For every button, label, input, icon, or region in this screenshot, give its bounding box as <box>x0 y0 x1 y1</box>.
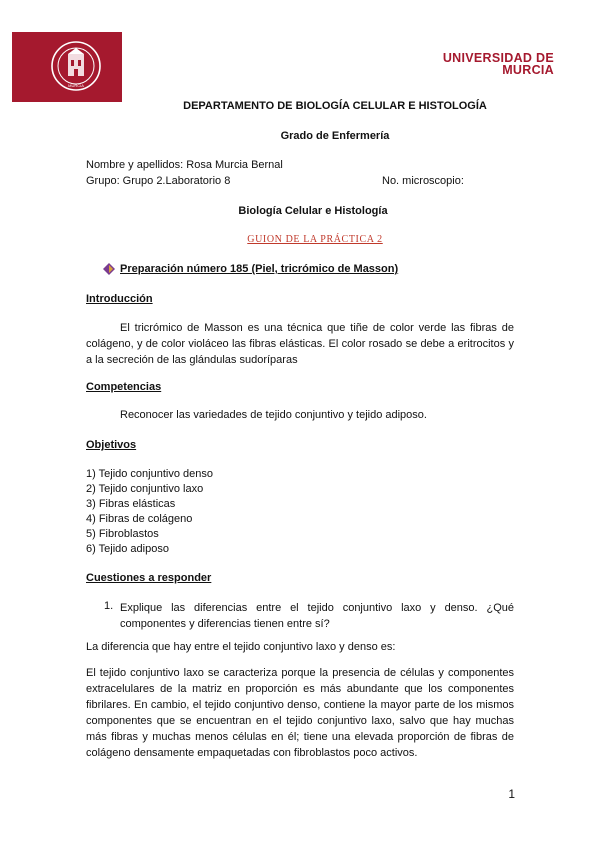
list-item: 6) Tejido adiposo <box>86 543 169 555</box>
question-1 <box>120 600 514 632</box>
list-item: 1) Tejido conjuntivo denso <box>86 468 213 480</box>
university-name <box>443 52 554 76</box>
answer-paragraph <box>86 665 514 761</box>
list-item: 5) Fibroblastos <box>86 528 159 540</box>
degree-title: Grado de Enfermería <box>280 130 390 142</box>
answer-intro: La diferencia que hay entre el tejido conjuntivo laxo y denso es: <box>86 641 396 653</box>
question-number: 1. <box>104 600 114 612</box>
student-name: Nombre y apellidos: Rosa Murcia Bernal <box>86 159 283 171</box>
microscope-label: No. microscopio: <box>382 175 464 187</box>
svg-text:MURCIA: MURCIA <box>68 83 84 88</box>
answer-text: El tejido conjuntivo laxo se caracteriza porque la presencia de células y componentes extracelulares de la matriz en proporción es más abundante que los componentes fibrilares. En cambio, el tejido conjuntivo denso, contiene la mayor parte de los mismos componentes que se encuentran en el tejido conjuntivo laxo, salvo que hay muchas más fibras y muchas menos células en él; tiene una elevada proporción de fibras de colágeno densamente empaquetadas con fibroblastos poco activos. <box>86 667 514 759</box>
list-item: 2) Tejido conjuntivo laxo <box>86 483 204 495</box>
list-item: 4) Fibras de colágeno <box>86 513 193 525</box>
university-line-2: MURCIA <box>502 63 554 77</box>
cuestiones-heading: Cuestiones a responder <box>86 572 212 584</box>
page-number: 1 <box>508 787 515 801</box>
seal-emblem-icon <box>50 40 102 92</box>
intro-paragraph <box>86 320 514 368</box>
university-seal-logo <box>12 32 122 102</box>
student-group: Grupo: Grupo 2.Laboratorio 8 <box>86 175 231 187</box>
competencias-heading: Competencias <box>86 381 162 393</box>
question-1-text: Explique las diferencias entre el tejido conjuntivo laxo y denso. ¿Qué componentes y diferencias tienen entre sí? <box>120 602 514 630</box>
intro-heading: Introducción <box>86 293 153 305</box>
guide-title: GUION DE LA PRÁCTICA 2 <box>247 234 383 245</box>
objetivos-heading: Objetivos <box>86 439 137 451</box>
diamond-bullet-icon <box>103 263 115 275</box>
list-item: 3) Fibras elásticas <box>86 498 176 510</box>
intro-text: El tricrómico de Masson es una técnica que tiñe de color verde las fibras de colágeno, y de color violáceo las fibras elásticas. El color rosado se debe a eritrocitos y a la secreción de las glándulas sudoríparas <box>86 322 514 366</box>
competencias-text: Reconocer las variedades de tejido conjuntivo y tejido adiposo. <box>120 409 427 421</box>
university-line-1: UNIVERSIDAD DE <box>442 51 554 65</box>
preparation-title: Preparación número 185 (Piel, tricrómico de Masson) <box>120 263 399 275</box>
objetivos-list <box>86 467 213 557</box>
subject-title: Biología Celular e Histología <box>238 205 388 217</box>
department-title: DEPARTAMENTO DE BIOLOGÍA CELULAR E HISTOLOGÍA <box>183 100 487 112</box>
